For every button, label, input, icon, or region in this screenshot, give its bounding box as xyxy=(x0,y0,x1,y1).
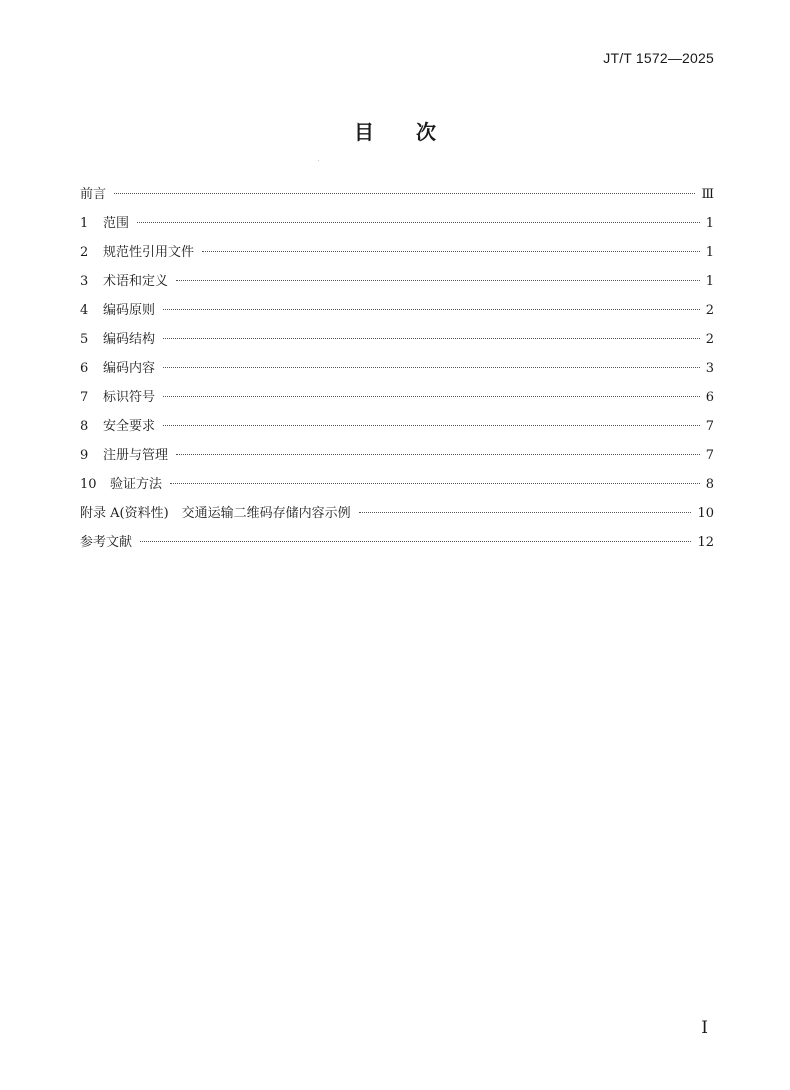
toc-entry-page: 6 xyxy=(705,390,714,405)
toc-entry[interactable] xyxy=(80,470,714,499)
toc-entry-label: 参考文献 xyxy=(80,535,133,550)
standard-code: JT/T 1572—2025 xyxy=(603,50,714,66)
table-of-contents xyxy=(80,180,714,557)
toc-entry-page: 2 xyxy=(705,303,714,318)
toc-entry-label: 标识符号 xyxy=(103,390,156,405)
toc-entry-number: 4 xyxy=(80,303,89,318)
toc-entry-page: 10 xyxy=(697,506,714,521)
toc-leader-dots xyxy=(359,512,692,513)
toc-entry-number: 2 xyxy=(80,245,89,260)
toc-leader-dots xyxy=(163,367,700,368)
toc-entry[interactable] xyxy=(80,180,714,209)
toc-entry-number: 7 xyxy=(80,390,89,405)
toc-entry-page: 7 xyxy=(705,419,714,434)
toc-entry[interactable] xyxy=(80,499,714,528)
toc-leader-dots xyxy=(140,541,691,542)
page-number: I xyxy=(701,1018,708,1038)
toc-entry[interactable] xyxy=(80,412,714,441)
toc-entry-number: 3 xyxy=(80,274,89,289)
toc-entry-label: 范围 xyxy=(103,216,130,231)
toc-entry-number: 10 xyxy=(80,477,97,492)
toc-leader-dots xyxy=(176,280,700,281)
toc-entry-number: 1 xyxy=(80,216,89,231)
toc-entry-page: 1 xyxy=(705,245,714,260)
toc-leader-dots xyxy=(170,483,700,484)
toc-entry-page: Ⅲ xyxy=(701,187,714,202)
toc-entry-page: 2 xyxy=(705,332,714,347)
toc-entry[interactable] xyxy=(80,528,714,557)
toc-leader-dots xyxy=(163,309,700,310)
toc-entry-label: 验证方法 xyxy=(110,477,163,492)
toc-entry-page: 3 xyxy=(705,361,714,376)
toc-entry-page: 1 xyxy=(705,274,714,289)
toc-entry-label: 安全要求 xyxy=(103,419,156,434)
toc-leader-dots xyxy=(114,193,695,194)
toc-entry-number: 6 xyxy=(80,361,89,376)
toc-entry[interactable] xyxy=(80,441,714,470)
toc-entry-label: 前言 xyxy=(80,187,107,202)
scan-speck xyxy=(318,160,319,161)
toc-entry-label: 附录 A(资料性) 交通运输二维码存储内容示例 xyxy=(80,506,351,521)
toc-entry[interactable] xyxy=(80,325,714,354)
toc-leader-dots xyxy=(176,454,700,455)
toc-entry-label: 编码内容 xyxy=(103,361,156,376)
toc-entry-label: 编码结构 xyxy=(103,332,156,347)
toc-entry[interactable] xyxy=(80,354,714,383)
toc-entry-page: 7 xyxy=(705,448,714,463)
toc-leader-dots xyxy=(163,338,700,339)
toc-leader-dots xyxy=(163,425,700,426)
toc-entry-number: 5 xyxy=(80,332,89,347)
toc-entry[interactable] xyxy=(80,209,714,238)
toc-entry-label: 术语和定义 xyxy=(103,274,169,289)
toc-entry-page: 1 xyxy=(705,216,714,231)
toc-entry-number: 9 xyxy=(80,448,89,463)
toc-entry-number: 8 xyxy=(80,419,89,434)
toc-entry-label: 编码原则 xyxy=(103,303,156,318)
toc-entry-label: 注册与管理 xyxy=(103,448,169,463)
toc-leader-dots xyxy=(163,396,700,397)
toc-entry[interactable] xyxy=(80,296,714,325)
toc-leader-dots xyxy=(137,222,700,223)
toc-leader-dots xyxy=(202,251,700,252)
toc-entry[interactable] xyxy=(80,238,714,267)
toc-entry-page: 8 xyxy=(705,477,714,492)
toc-entry[interactable] xyxy=(80,383,714,412)
toc-entry[interactable] xyxy=(80,267,714,296)
page-title: 目次 xyxy=(354,120,478,144)
toc-entry-page: 12 xyxy=(697,535,714,550)
toc-entry-label: 规范性引用文件 xyxy=(103,245,195,260)
